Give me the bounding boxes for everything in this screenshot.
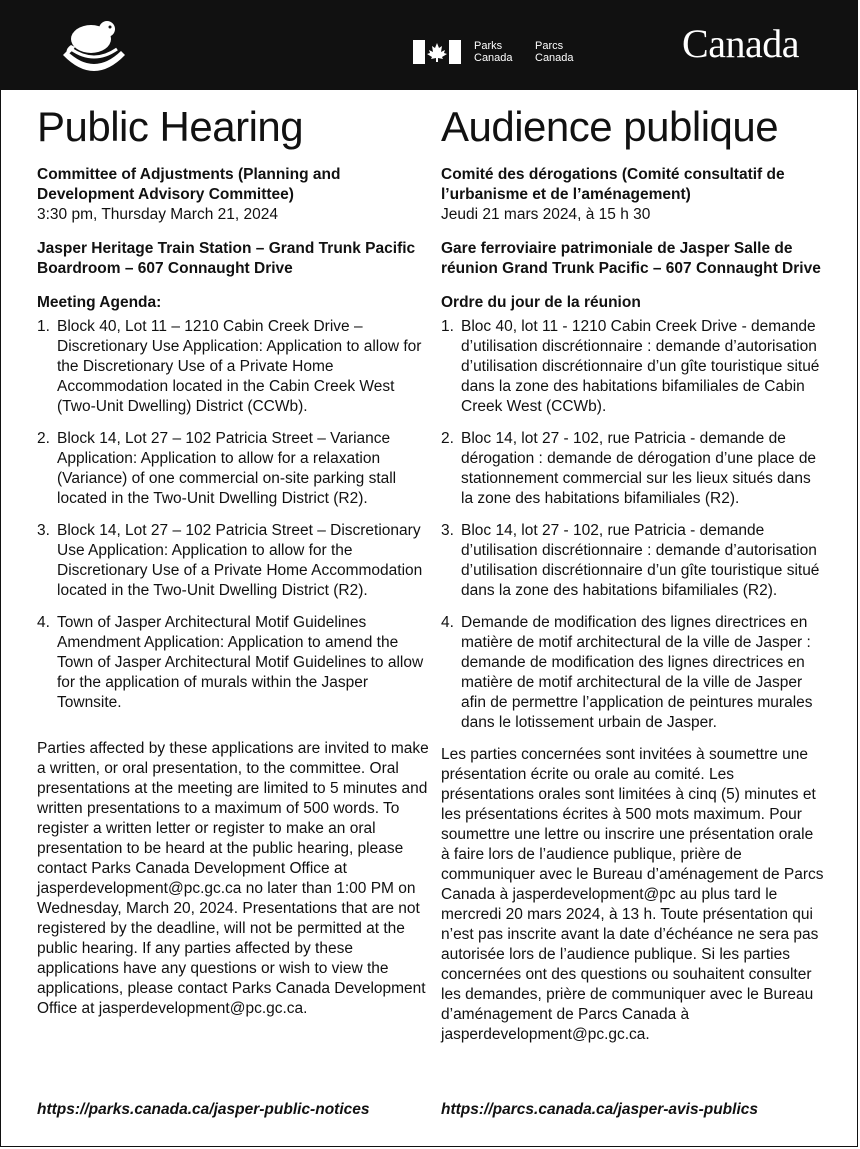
committee-name-fr: Comité des dérogations (Comité consultatif de l’urbanisme et de l’aménagement) [441, 166, 785, 203]
committee-info-fr [441, 165, 826, 225]
meeting-location-en: Jasper Heritage Train Station – Grand Trunk Pacific Boardroom – 607 Connaught Drive [37, 240, 416, 277]
agenda-list-en [37, 317, 429, 713]
department-name-fr: Parcs Canada [535, 40, 574, 64]
agenda-item-fr: 3. Bloc 14, lot 27 - 102, rue Patricia - demande d’utilisation discrétionnaire : demande d’autorisation d’utilisation discrétionnaire d’un gîte touristique situé dans la zone des habitations bifamiliales (R2). [441, 522, 820, 599]
english-column [37, 101, 429, 1019]
canada-wordmark: Canada [682, 21, 799, 66]
agenda-item-en: 1. Block 40, Lot 11 – 1210 Cabin Creek Drive – Discretionary Use Application: Application to allow for the Discretionary Use of a Private Home Accommodation located in the Cabin Creek West (Two-Unit Dwelling) District (CCWb). [37, 318, 422, 415]
page-title-fr: Audience publique [441, 103, 779, 150]
french-column [441, 101, 826, 1045]
agenda-list-fr [441, 317, 826, 733]
header-bar [1, 1, 857, 90]
canada-flag-icon [413, 40, 461, 64]
page-title-en: Public Hearing [37, 103, 304, 150]
meeting-location-fr: Gare ferroviaire patrimoniale de Jasper Salle de réunion Grand Trunk Pacific – 607 Connaught Drive [441, 240, 821, 277]
location-fr [441, 239, 826, 279]
agenda-item-en: 2. Block 14, Lot 27 – 102 Patricia Street – Variance Application: Application to allow for a relaxation (Variance) of one commercial on-site parking stall located in the Two-Unit Dwelling District (R2). [37, 430, 397, 507]
department-name-en: Parks Canada [474, 40, 513, 64]
parks-canada-beaver-logo [57, 15, 131, 77]
meeting-datetime-fr: Jeudi 21 mars 2024, à 15 h 30 [441, 206, 651, 223]
body-text-fr: Les parties concernées sont invitées à soumettre une présentation écrite ou orale au comité. Les présentations orales sont limitées à cinq (5) minutes et les présentations écrites à 500 mots maximum. Pour soumettre une lettre ou inscrire une présentation orale à faire lors de l’audience publique, prière de communiquer avec le Bureau d’aménagement de Parcs Canada à jasperdevelopment@pc au plus tard le mercredi 20 mars 2024, à 13 h. Toute présentation qui n’est pas inscrite avant la date d’échéance ne sera pas autorisée lors de l’audience publique. Si les parties concernées ont des questions ou souhaitent consulter les demandes, prière de communiquer avec le Bureau d’aménagement de Parcs Canada à jasperdevelopment@pc.gc.ca. [441, 746, 824, 1043]
agenda-item-fr: 1. Bloc 40, lot 11 - 1210 Cabin Creek Drive - demande d’utilisation discrétionnaire : demande d’autorisation d’utilisation discrétionnaire d’un gîte touristique situé dans la zone des habitations bifamiliales de Cabin Creek West (CCWb). [441, 318, 820, 415]
agenda-title-fr: Ordre du jour de la réunion [441, 294, 641, 311]
location-en [37, 239, 429, 279]
public-notices-link-en[interactable]: https://parks.canada.ca/jasper-public-notices [37, 1101, 370, 1118]
agenda-title-en: Meeting Agenda: [37, 294, 162, 311]
meeting-datetime-en: 3:30 pm, Thursday March 21, 2024 [37, 206, 278, 223]
committee-info-en [37, 165, 429, 225]
committee-name-en: Committee of Adjustments (Planning and Development Advisory Committee) [37, 166, 341, 203]
agenda-item-en: 3. Block 14, Lot 27 – 102 Patricia Street – Discretionary Use Application: Application to allow for the Discretionary Use of a Private Home Accommodation located in the Two-Unit Dwelling District (R2). [37, 522, 423, 599]
body-text-en: Parties affected by these applications are invited to make a written, or oral presentation, to the committee. Oral presentations at the meeting are limited to 5 minutes and written presentations to a maximum of 500 words. To register a written letter or register to make an oral presentation to be heard at the public hearing, please contact Parks Canada Development Office at jasperdevelopment@pc.gc.ca no later than 1:00 PM on Wednesday, March 20, 2024. Presentations that are not registered by the deadline, will not be permitted at the public hearing. If any parties affected by these applications have any questions or wish to view the applications, please contact Parks Canada Development Office at jasperdevelopment@pc.gc.ca. [37, 740, 429, 1017]
public-notices-link-fr[interactable]: https://parcs.canada.ca/jasper-avis-publics [441, 1101, 759, 1118]
agenda-item-fr: 4. Demande de modification des lignes directrices en matière de motif architectural de la ville de Jasper : demande de modification des lignes directrices en matière de motif architectural de la ville de Jasper afin de permettre l’application de peintures murales dans le lotissement urbain de Jasper. [441, 614, 813, 731]
agenda-item-fr: 2. Bloc 14, lot 27 - 102, rue Patricia - demande de dérogation : demande de dérogation d’une place de stationnement commercial sur les lieux situés dans la zone des habitations bifamiliales (R2). [441, 430, 817, 507]
agenda-item-en: 4. Town of Jasper Architectural Motif Guidelines Amendment Application: Application to amend the Town of Jasper Architectural Motif Guidelines to allow for the application of murals within the Jasper Townsite. [37, 614, 424, 711]
